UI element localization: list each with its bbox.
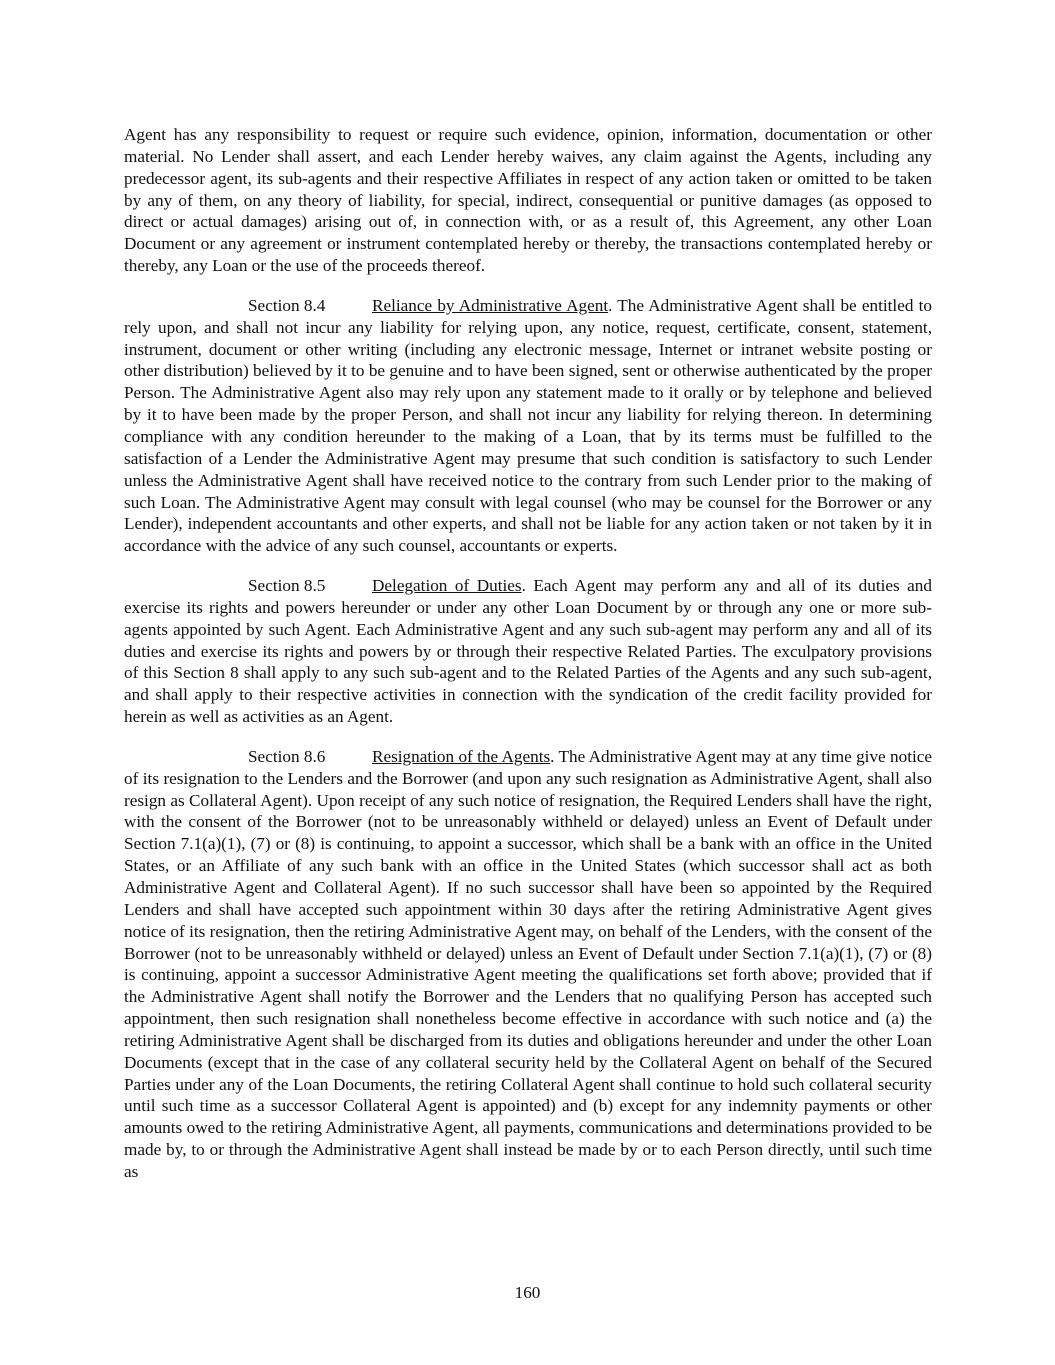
continuation-text: Agent has any responsibility to request or require such evidence, opinion, information, documentation or other material. No Lender shall assert, and each Lender hereby waives, any claim against the Agents, including any predecessor agent, its sub-agents and their respective Affiliates in respect of any action taken or omitted to be taken by any of them, on any theory of liability, for special, indirect, consequential or punitive damages (as opposed to direct or actual damages) arising out of, in connection with, or as a result of, this Agreement, any other Loan Document or any agreement or instrument contemplated hereby or thereby, the transactions contemplated hereby or thereby, any Loan or the use of the proceeds thereof. — [124, 125, 932, 276]
section-number: Section 8.4 — [248, 295, 326, 315]
page-number: 160 — [514, 1283, 541, 1302]
document-page — [124, 124, 932, 1201]
section-number: Section 8.6 — [248, 746, 326, 766]
section-8-6-paragraph — [124, 746, 932, 1183]
section-heading: Delegation of Duties — [372, 576, 522, 596]
section-number: Section 8.5 — [248, 576, 326, 596]
section-heading: Resignation of the Agents — [372, 746, 551, 766]
section-8-4-paragraph — [124, 295, 932, 557]
section-8-5-paragraph — [124, 575, 932, 728]
section-body: . The Administrative Agent shall be entitled to rely upon, and shall not incur any liability for relying upon, any notice, request, certificate, consent, statement, instrument, document or other writing (including any electronic message, Internet or intranet website posting or other distribution) believed by it to be genuine and to have been signed, sent or otherwise authenticated by the proper Person. The Administrative Agent also may rely upon any statement made to it orally or by telephone and believed by it to have been made by the proper Person, and shall not incur any liability for relying thereon. In determining compliance with any condition hereunder to the making of a Loan, that by its terms must be fulfilled to the satisfaction of a Lender the Administrative Agent may presume that such condition is satisfactory to such Lender unless the Administrative Agent shall have received notice to the contrary from such Lender prior to the making of such Loan. The Administrative Agent may consult with legal counsel (who may be counsel for the Borrower or any Lender), independent accountants and other experts, and shall not be liable for any action taken or not taken by it in accordance with the advice of any such counsel, accountants or experts. — [124, 295, 932, 556]
continuation-paragraph — [124, 124, 932, 277]
section-body: . The Administrative Agent may at any time give notice of its resignation to the Lenders and the Borrower (and upon any such resignation as Administrative Agent, shall also resign as Collateral Agent). Upon receipt of any such notice of resignation, the Required Lenders shall have the right, with the consent of the Borrower (not to be unreasonably withheld or delayed) unless an Event of Default under Section 7.1(a)(1), (7) or (8) is continuing, to appoint a successor, which shall be a bank with an office in the United States, or an Affiliate of any such bank with an office in the United States (which successor shall act as both Administrative Agent and Collateral Agent). If no such successor shall have been so appointed by the Required Lenders and shall have accepted such appointment within 30 days after the retiring Administrative Agent gives notice of its resignation, then the retiring Administrative Agent may, on behalf of the Lenders, with the consent of the Borrower (not to be unreasonably withheld or delayed) unless an Event of Default under Section 7.1(a)(1), (7) or (8) is continuing, appoint a successor Administrative Agent meeting the qualifications set forth above; provided that if the Administrative Agent shall notify the Borrower and the Lenders that no qualifying Person has accepted such appointment, then such resignation shall nonetheless become effective in accordance with such notice and (a) the retiring Administrative Agent shall be discharged from its duties and obligations hereunder and under the other Loan Documents (except that in the case of any collateral security held by the Collateral Agent on behalf of the Secured Parties under any of the Loan Documents, the retiring Collateral Agent shall continue to hold such collateral security until such time as a successor Collateral Agent is appointed) and (b) except for any indemnity payments or other amounts owed to the retiring Administrative Agent, all payments, communications and determinations provided to be made by, to or through the Administrative Agent shall instead be made by or to each Person directly, until such time as — [124, 746, 933, 1181]
section-body: . Each Agent may perform any and all of its duties and exercise its rights and powers hereunder or under any other Loan Document by or through any one or more sub-agents appointed by such Agent. Each Administrative Agent and any such sub-agent may perform any and all of its duties and exercise its rights and powers by or through their respective Related Parties. The exculpatory provisions of this Section 8 shall apply to any such sub-agent and to the Related Parties of the Agents and any such sub-agent, and shall apply to their respective activities in connection with the syndication of the credit facility provided for herein as well as activities as an Agent. — [124, 576, 932, 727]
section-heading: Reliance by Administrative Agent — [372, 295, 609, 315]
